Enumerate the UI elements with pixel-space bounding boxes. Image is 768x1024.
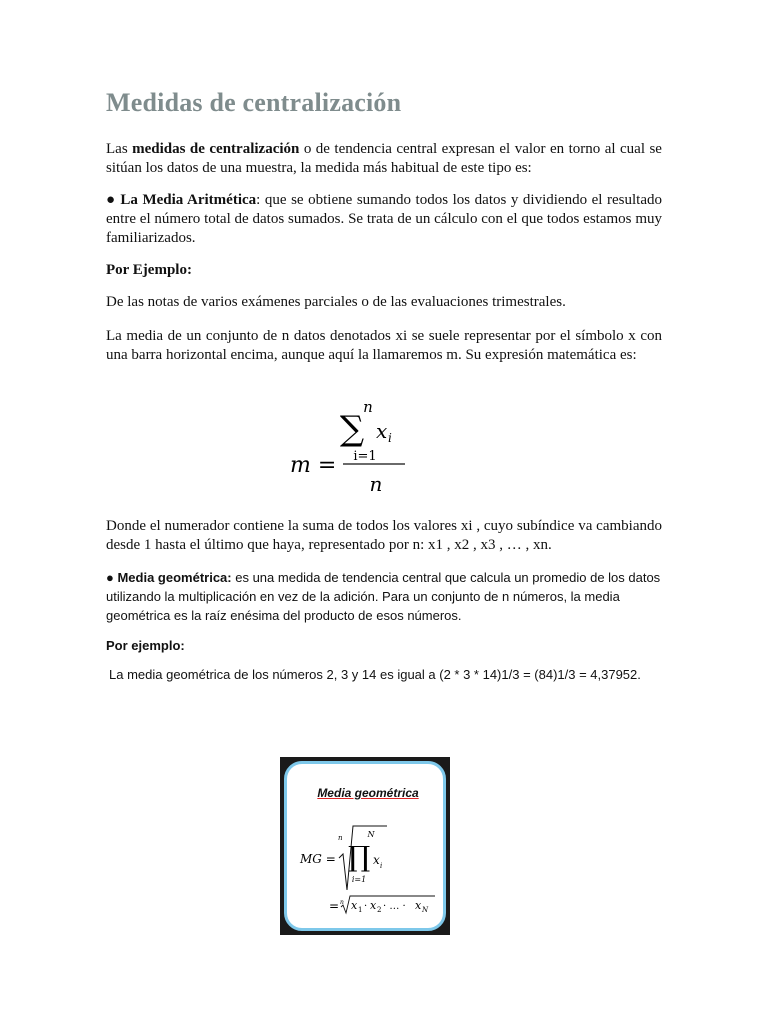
prod-term: x [373, 853, 380, 867]
ejemplo-2-text: La media geométrica de los números 2, 3 y 14 es igual a (2 * 3 * 14)1/3 = (84)1/3 = 4,37952. [109, 667, 641, 682]
intro-text-2: o de tendencia central expresan el valor en torno al cual se sitúan los datos de una muestra, la medida más habitual de este tipo es: [106, 141, 662, 176]
prod-term-sub: i [380, 862, 383, 870]
prod-upper: N [367, 830, 375, 839]
ejemplo-1-text: De las notas de varios exámenes parciales o de las evaluaciones trimestrales. [106, 294, 566, 310]
intro-bold: medidas de centralización [132, 141, 300, 157]
bullet: ● [106, 570, 118, 585]
media-geometrica-heading: Media geométrica: [117, 570, 232, 585]
media-aritmetica-text: : que se obtiene sumando todos los datos y dividiendo el resultado entre el número total de datos sumados. Se trata de un cálculo con el que todos estamos muy familiarizados. [106, 192, 662, 246]
intro-paragraph [106, 140, 662, 178]
eq2-sign: = [329, 899, 340, 913]
formula-lhs: m = [290, 453, 337, 478]
bullet: ● [106, 192, 121, 208]
denominator: n [369, 472, 383, 496]
media-aritmetica-paragraph [106, 191, 662, 248]
sn: N [422, 906, 429, 914]
x1: x [351, 899, 358, 912]
numerador-description: Donde el numerador contiene la suma de todos los valores xi , cuyo subíndice va cambiando desde 1 hasta el último que haya, representado por n: x1 , x2 , x3 , … , xn. [106, 518, 662, 553]
intro-text-1: Las [106, 141, 133, 157]
por-ejemplo-1-label: Por Ejemplo: [106, 262, 192, 278]
product-icon: ∏ [347, 840, 371, 873]
geometric-mean-formula [287, 788, 443, 928]
s1: 1 [358, 906, 363, 914]
por-ejemplo-2-label: Por ejemplo: [106, 638, 185, 653]
por-ejemplo-heading-2 [106, 636, 662, 655]
eq2-root-index: n [340, 899, 344, 906]
svg-text:·: · [364, 901, 368, 912]
geometric-mean-image [280, 757, 450, 935]
sum-lower-limit: i=1 [353, 449, 377, 464]
dots: · … · [383, 901, 406, 912]
page-title: Medidas de centralización [106, 88, 402, 117]
summation-icon: ∑ [339, 409, 365, 449]
term-sub: i [388, 431, 392, 445]
mg-label: MG = [300, 852, 336, 866]
image-title: Media geométrica [317, 786, 419, 800]
xn: x [415, 899, 422, 912]
media-geometrica-text: es una medida de tendencia central que calcula un promedio de los datos utilizando la multiplicación en vez de la adición. Para un conjunto de n números, la media geométrica es la raíz enésima del producto de esos números. [106, 570, 661, 623]
s2: 2 [377, 906, 382, 914]
sum-upper-limit: n [363, 398, 373, 416]
por-ejemplo-heading-1 [106, 261, 662, 280]
term-x: x [376, 419, 388, 443]
media-geometrica-paragraph [106, 568, 662, 625]
x2: x [370, 899, 377, 912]
prod-lower: i=1 [351, 875, 367, 884]
arithmetic-mean-formula [290, 396, 420, 496]
media-aritmetica-heading: La Media Aritmética [120, 192, 257, 208]
image-card [284, 761, 446, 931]
root-index: n [338, 834, 343, 842]
media-description: La media de un conjunto de n datos denotados xi se suele representar por el símbolo x con una barra horizontal encima, aunque aquí la llamaremos m. Su expresión matemática es: [106, 328, 662, 363]
